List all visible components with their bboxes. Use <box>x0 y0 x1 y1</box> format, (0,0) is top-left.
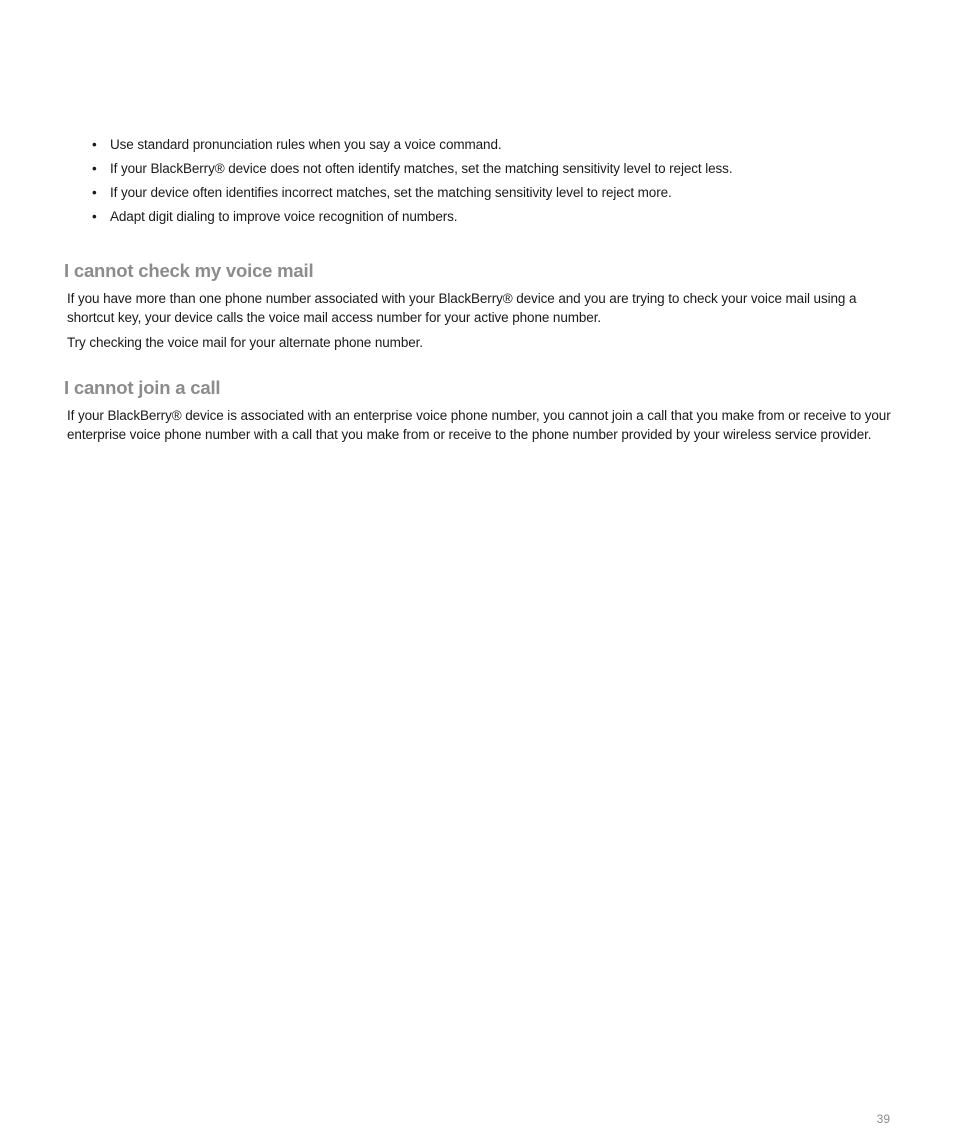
list-item-text: Use standard pronunciation rules when you say a voice command. <box>110 137 502 152</box>
section-paragraph: Try checking the voice mail for your alternate phone number. <box>67 335 423 350</box>
list-item-text: Adapt digit dialing to improve voice recognition of numbers. <box>110 209 458 224</box>
tips-bullet-list <box>92 136 912 232</box>
section-voice-mail <box>64 259 894 358</box>
list-item-text: If your BlackBerry® device does not often identify matches, set the matching sensitivity level to reject less. <box>110 161 733 176</box>
bullet-icon: • <box>92 185 97 200</box>
section-heading: I cannot join a call <box>64 377 221 398</box>
bullet-icon: • <box>92 161 97 176</box>
section-join-call <box>64 376 894 450</box>
list-item <box>92 136 912 154</box>
section-paragraph: If your BlackBerry® device is associated with an enterprise voice phone number, you cannot join a call that you make from or receive to your enterprise voice phone number with a call that you make from or receive to the phone number provided by your wireless service provider. <box>67 408 891 442</box>
list-item <box>92 160 912 178</box>
section-paragraph: If you have more than one phone number associated with your BlackBerry® device and you are trying to check your voice mail using a shortcut key, your device calls the voice mail access number for your active phone number. <box>67 291 857 325</box>
section-heading: I cannot check my voice mail <box>64 260 314 281</box>
bullet-icon: • <box>92 137 97 152</box>
page-number: 39 <box>876 1112 890 1126</box>
bullet-icon: • <box>92 209 97 224</box>
list-item <box>92 208 912 226</box>
list-item <box>92 184 912 202</box>
list-item-text: If your device often identifies incorrect matches, set the matching sensitivity level to reject more. <box>110 185 672 200</box>
